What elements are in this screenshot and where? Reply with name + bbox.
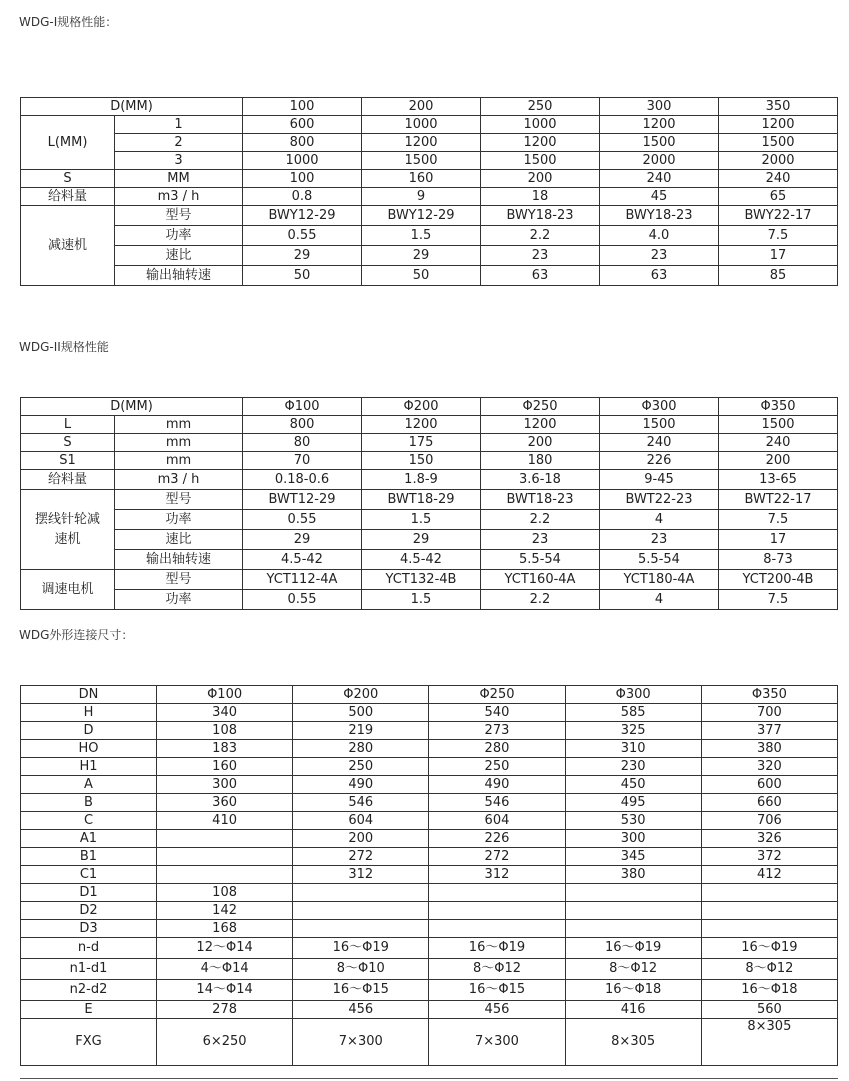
value-cell: 412: [701, 866, 837, 884]
value-cell: YCT180-4A: [600, 570, 719, 590]
value-cell: 2000: [600, 152, 719, 170]
group-label-cell: 调速电机: [21, 570, 115, 610]
value-cell: 500: [293, 704, 429, 722]
value-cell: 16～Φ19: [565, 938, 701, 959]
value-cell: 340: [157, 704, 293, 722]
value-cell: 80: [243, 434, 362, 452]
table-row: [21, 98, 838, 116]
value-cell: 604: [293, 812, 429, 830]
value-cell: Φ200: [362, 398, 481, 416]
row-label-cell: C: [21, 812, 157, 830]
value-cell: Φ300: [600, 398, 719, 416]
value-cell: 8～Φ10: [293, 959, 429, 980]
value-cell: 50: [362, 266, 481, 286]
table-row: [21, 794, 838, 812]
value-cell: 1000: [481, 116, 600, 134]
value-cell: Φ350: [719, 398, 838, 416]
value-cell: 4.0: [600, 226, 719, 246]
value-cell: 4: [600, 510, 719, 530]
sub-label-cell: 输出轴转速: [115, 266, 243, 286]
table-row: [21, 470, 838, 490]
row-label-cell: D: [21, 722, 157, 740]
value-cell: 219: [293, 722, 429, 740]
value-cell: 3.6-18: [481, 470, 600, 490]
value-cell: 250: [429, 758, 565, 776]
value-cell: BWY22-17: [719, 206, 838, 226]
value-cell: 800: [243, 134, 362, 152]
value-cell: 200: [481, 434, 600, 452]
value-cell: 23: [600, 530, 719, 550]
value-cell: 45: [600, 188, 719, 206]
header-label-cell: D(MM): [21, 398, 243, 416]
value-cell: YCT112-4A: [243, 570, 362, 590]
value-cell: 372: [701, 848, 837, 866]
row-label-cell: S: [21, 434, 115, 452]
table-row: [21, 866, 838, 884]
table-row: [21, 959, 838, 980]
value-cell: [157, 866, 293, 884]
value-cell: 70: [243, 452, 362, 470]
value-cell: 240: [600, 170, 719, 188]
row-label-cell: A: [21, 776, 157, 794]
group-label-cell: 减速机: [21, 206, 115, 286]
value-cell: 100: [243, 170, 362, 188]
sub-label-cell: 速比: [115, 246, 243, 266]
value-cell: 280: [429, 740, 565, 758]
value-cell: 0.55: [243, 510, 362, 530]
table-row: [21, 550, 838, 570]
value-cell: 325: [565, 722, 701, 740]
value-cell: 85: [719, 266, 838, 286]
value-cell: 1200: [600, 116, 719, 134]
value-cell: 272: [429, 848, 565, 866]
value-cell: YCT160-4A: [481, 570, 600, 590]
value-cell: 1500: [719, 416, 838, 434]
row-label-cell: B: [21, 794, 157, 812]
value-cell: 63: [481, 266, 600, 286]
row-label-cell: H: [21, 704, 157, 722]
value-cell: 240: [719, 434, 838, 452]
value-cell: Φ250: [429, 686, 565, 704]
section3-title: WDG外形连接尺寸：: [19, 628, 134, 642]
sub-label-cell: 输出轴转速: [115, 550, 243, 570]
value-cell: 17: [719, 530, 838, 550]
value-cell: BWY18-23: [481, 206, 600, 226]
header-label-cell: D(MM): [21, 98, 243, 116]
group-label-cell: L(MM): [21, 116, 115, 170]
value-cell: 1200: [719, 116, 838, 134]
value-cell: 7×300: [429, 1019, 565, 1066]
row-label-cell: 给料量: [21, 188, 115, 206]
value-cell: [429, 902, 565, 920]
value-cell: 9-45: [600, 470, 719, 490]
value-cell: 4.5-42: [362, 550, 481, 570]
value-cell: 200: [362, 98, 481, 116]
value-cell: 604: [429, 812, 565, 830]
value-cell: BWT12-29: [243, 490, 362, 510]
value-cell: 272: [293, 848, 429, 866]
value-cell: 200: [293, 830, 429, 848]
table-row: [21, 590, 838, 610]
value-cell: 16～Φ19: [429, 938, 565, 959]
value-cell: 280: [293, 740, 429, 758]
value-cell: 310: [565, 740, 701, 758]
table-row: [21, 434, 838, 452]
value-cell: 230: [565, 758, 701, 776]
value-cell: [701, 884, 837, 902]
value-cell: 63: [600, 266, 719, 286]
value-cell: 1200: [481, 134, 600, 152]
value-cell: [157, 830, 293, 848]
row-label-cell: n1-d1: [21, 959, 157, 980]
value-cell: 1200: [362, 416, 481, 434]
value-cell: 585: [565, 704, 701, 722]
value-cell: 14～Φ14: [157, 980, 293, 1001]
row-label-cell: D2: [21, 902, 157, 920]
value-cell: 160: [157, 758, 293, 776]
value-cell: 16～Φ18: [565, 980, 701, 1001]
table-row: [21, 704, 838, 722]
value-cell: 410: [157, 812, 293, 830]
value-cell: 800: [243, 416, 362, 434]
value-cell: 450: [565, 776, 701, 794]
value-cell: 29: [243, 530, 362, 550]
sub-label-cell: 功率: [115, 226, 243, 246]
table-row: [21, 884, 838, 902]
value-cell: 490: [429, 776, 565, 794]
value-cell: 495: [565, 794, 701, 812]
table-row: [21, 416, 838, 434]
value-cell: 5.5-54: [481, 550, 600, 570]
value-cell: 660: [701, 794, 837, 812]
row-label-cell: B1: [21, 848, 157, 866]
value-cell: BWT18-29: [362, 490, 481, 510]
value-cell: 0.18-0.6: [243, 470, 362, 490]
value-cell: 8～Φ12: [429, 959, 565, 980]
value-cell: 2.2: [481, 510, 600, 530]
table-row: [21, 246, 838, 266]
bottom-divider: [20, 1078, 838, 1079]
value-cell: 8-73: [719, 550, 838, 570]
row-label-cell: 给料量: [21, 470, 115, 490]
value-cell: Φ100: [243, 398, 362, 416]
value-cell: BWY18-23: [600, 206, 719, 226]
value-cell: 29: [362, 246, 481, 266]
value-cell: 1500: [362, 152, 481, 170]
table-row: [21, 170, 838, 188]
row-label-cell: L: [21, 416, 115, 434]
table-row: [21, 722, 838, 740]
value-cell: 1000: [362, 116, 481, 134]
value-cell: 168: [157, 920, 293, 938]
table-row: [21, 758, 838, 776]
sub-label-cell: 3: [115, 152, 243, 170]
value-cell: 18: [481, 188, 600, 206]
value-cell: 226: [429, 830, 565, 848]
table-row: [21, 902, 838, 920]
value-cell: 16～Φ15: [429, 980, 565, 1001]
header-label-cell: DN: [21, 686, 157, 704]
value-cell: 13-65: [719, 470, 838, 490]
value-cell: 530: [565, 812, 701, 830]
value-cell: 16～Φ15: [293, 980, 429, 1001]
value-cell: 250: [481, 98, 600, 116]
value-cell: [293, 902, 429, 920]
value-cell: 183: [157, 740, 293, 758]
row-label-cell: S: [21, 170, 115, 188]
value-cell: 700: [701, 704, 837, 722]
value-cell: 200: [719, 452, 838, 470]
table-row: [21, 226, 838, 246]
value-cell: 0.55: [243, 226, 362, 246]
value-cell: 175: [362, 434, 481, 452]
value-cell: 108: [157, 722, 293, 740]
wdg2-spec-table: [20, 397, 838, 610]
value-cell: 8×305: [701, 1019, 837, 1066]
value-cell: 240: [719, 170, 838, 188]
value-cell: 540: [429, 704, 565, 722]
row-label-cell: D3: [21, 920, 157, 938]
row-label-cell: S1: [21, 452, 115, 470]
value-cell: 380: [565, 866, 701, 884]
wdg1-spec-table: [20, 97, 838, 286]
value-cell: 8～Φ12: [565, 959, 701, 980]
value-cell: 9: [362, 188, 481, 206]
value-cell: Φ250: [481, 398, 600, 416]
value-cell: 1.5: [362, 226, 481, 246]
row-label-cell: H1: [21, 758, 157, 776]
value-cell: 8～Φ12: [701, 959, 837, 980]
value-cell: 16～Φ18: [701, 980, 837, 1001]
value-cell: 16～Φ19: [701, 938, 837, 959]
value-cell: 4～Φ14: [157, 959, 293, 980]
unit-cell: m3 / h: [115, 470, 243, 490]
value-cell: 1.5: [362, 510, 481, 530]
table-row: [21, 938, 838, 959]
value-cell: 7.5: [719, 510, 838, 530]
value-cell: 377: [701, 722, 837, 740]
value-cell: [157, 848, 293, 866]
table-row: [21, 266, 838, 286]
value-cell: 4: [600, 590, 719, 610]
value-cell: 345: [565, 848, 701, 866]
value-cell: 600: [701, 776, 837, 794]
table-row: [21, 490, 838, 510]
value-cell: 456: [429, 1001, 565, 1019]
value-cell: 300: [157, 776, 293, 794]
section2-title: WDG-II规格性能: [19, 340, 109, 354]
value-cell: 0.8: [243, 188, 362, 206]
value-cell: 273: [429, 722, 565, 740]
value-cell: YCT200-4B: [719, 570, 838, 590]
value-cell: BWY12-29: [362, 206, 481, 226]
row-label-cell: C1: [21, 866, 157, 884]
value-cell: 1500: [719, 134, 838, 152]
value-cell: 160: [362, 170, 481, 188]
table-row: [21, 686, 838, 704]
value-cell: 560: [701, 1001, 837, 1019]
value-cell: 8×305: [565, 1019, 701, 1066]
value-cell: [565, 902, 701, 920]
table-row: [21, 134, 838, 152]
row-label-cell: FXG: [21, 1019, 157, 1066]
table-row: [21, 452, 838, 470]
value-cell: 2.2: [481, 226, 600, 246]
value-cell: [293, 920, 429, 938]
sub-label-cell: 型号: [115, 570, 243, 590]
table-row: [21, 1019, 838, 1066]
row-label-cell: A1: [21, 830, 157, 848]
value-cell: 300: [565, 830, 701, 848]
value-cell: 108: [157, 884, 293, 902]
value-cell: 706: [701, 812, 837, 830]
value-cell: BWT22-23: [600, 490, 719, 510]
table-row: [21, 740, 838, 758]
value-cell: 142: [157, 902, 293, 920]
value-cell: 416: [565, 1001, 701, 1019]
value-cell: 2.2: [481, 590, 600, 610]
value-cell: BWT22-17: [719, 490, 838, 510]
value-cell: 29: [243, 246, 362, 266]
table-row: [21, 830, 838, 848]
table-row: [21, 206, 838, 226]
table-row: [21, 510, 838, 530]
value-cell: 23: [481, 530, 600, 550]
sub-label-cell: 型号: [115, 206, 243, 226]
value-cell: YCT132-4B: [362, 570, 481, 590]
table-row: [21, 812, 838, 830]
table-row: [21, 776, 838, 794]
value-cell: 360: [157, 794, 293, 812]
value-cell: 300: [600, 98, 719, 116]
row-label-cell: n2-d2: [21, 980, 157, 1001]
value-cell: 278: [157, 1001, 293, 1019]
value-cell: 12～Φ14: [157, 938, 293, 959]
unit-cell: mm: [115, 416, 243, 434]
value-cell: [429, 920, 565, 938]
value-cell: 6×250: [157, 1019, 293, 1066]
unit-cell: mm: [115, 434, 243, 452]
value-cell: 29: [362, 530, 481, 550]
value-cell: 180: [481, 452, 600, 470]
value-cell: [429, 884, 565, 902]
sub-label-cell: 功率: [115, 590, 243, 610]
value-cell: 350: [719, 98, 838, 116]
value-cell: 226: [600, 452, 719, 470]
value-cell: [293, 884, 429, 902]
row-label-cell: D1: [21, 884, 157, 902]
value-cell: 1500: [600, 134, 719, 152]
wdg-dimension-table: [20, 685, 838, 1066]
table-row: [21, 920, 838, 938]
value-cell: Φ100: [157, 686, 293, 704]
value-cell: 380: [701, 740, 837, 758]
value-cell: Φ300: [565, 686, 701, 704]
unit-cell: mm: [115, 452, 243, 470]
value-cell: 0.55: [243, 590, 362, 610]
table-row: [21, 398, 838, 416]
sub-label-cell: 型号: [115, 490, 243, 510]
unit-cell: MM: [115, 170, 243, 188]
value-cell: 312: [429, 866, 565, 884]
value-cell: 1200: [362, 134, 481, 152]
value-cell: 490: [293, 776, 429, 794]
value-cell: 1.8-9: [362, 470, 481, 490]
group-label-cell: 摆线针轮减速机: [21, 490, 115, 570]
value-cell: BWY12-29: [243, 206, 362, 226]
value-cell: 50: [243, 266, 362, 286]
value-cell: [701, 920, 837, 938]
sub-label-cell: 功率: [115, 510, 243, 530]
value-cell: 546: [293, 794, 429, 812]
value-cell: 5.5-54: [600, 550, 719, 570]
value-cell: 23: [600, 246, 719, 266]
sub-label-cell: 1: [115, 116, 243, 134]
value-cell: [701, 902, 837, 920]
value-cell: 1000: [243, 152, 362, 170]
unit-cell: m3 / h: [115, 188, 243, 206]
table-row: [21, 848, 838, 866]
table-row: [21, 570, 838, 590]
table-row: [21, 1001, 838, 1019]
value-cell: BWT18-23: [481, 490, 600, 510]
value-cell: 200: [481, 170, 600, 188]
value-cell: 312: [293, 866, 429, 884]
row-label-cell: HO: [21, 740, 157, 758]
value-cell: 7×300: [293, 1019, 429, 1066]
table-row: [21, 152, 838, 170]
value-cell: 240: [600, 434, 719, 452]
value-cell: Φ200: [293, 686, 429, 704]
value-cell: 7.5: [719, 590, 838, 610]
value-cell: 1500: [600, 416, 719, 434]
value-cell: [565, 920, 701, 938]
row-label-cell: E: [21, 1001, 157, 1019]
value-cell: 150: [362, 452, 481, 470]
value-cell: 2000: [719, 152, 838, 170]
section1-title: WDG-I规格性能：: [19, 15, 118, 29]
value-cell: 1200: [481, 416, 600, 434]
value-cell: 600: [243, 116, 362, 134]
value-cell: 16～Φ19: [293, 938, 429, 959]
value-cell: 7.5: [719, 226, 838, 246]
value-cell: [565, 884, 701, 902]
value-cell: 250: [293, 758, 429, 776]
value-cell: 100: [243, 98, 362, 116]
value-cell: 23: [481, 246, 600, 266]
table-row: [21, 530, 838, 550]
sub-label-cell: 2: [115, 134, 243, 152]
value-cell: 17: [719, 246, 838, 266]
value-cell: 320: [701, 758, 837, 776]
row-label-cell: n-d: [21, 938, 157, 959]
value-cell: 326: [701, 830, 837, 848]
value-cell: Φ350: [701, 686, 837, 704]
table-row: [21, 980, 838, 1001]
table-row: [21, 116, 838, 134]
value-cell: 65: [719, 188, 838, 206]
value-cell: 456: [293, 1001, 429, 1019]
value-cell: 4.5-42: [243, 550, 362, 570]
sub-label-cell: 速比: [115, 530, 243, 550]
value-cell: 1.5: [362, 590, 481, 610]
table-row: [21, 188, 838, 206]
value-cell: 546: [429, 794, 565, 812]
value-cell: 1500: [481, 152, 600, 170]
